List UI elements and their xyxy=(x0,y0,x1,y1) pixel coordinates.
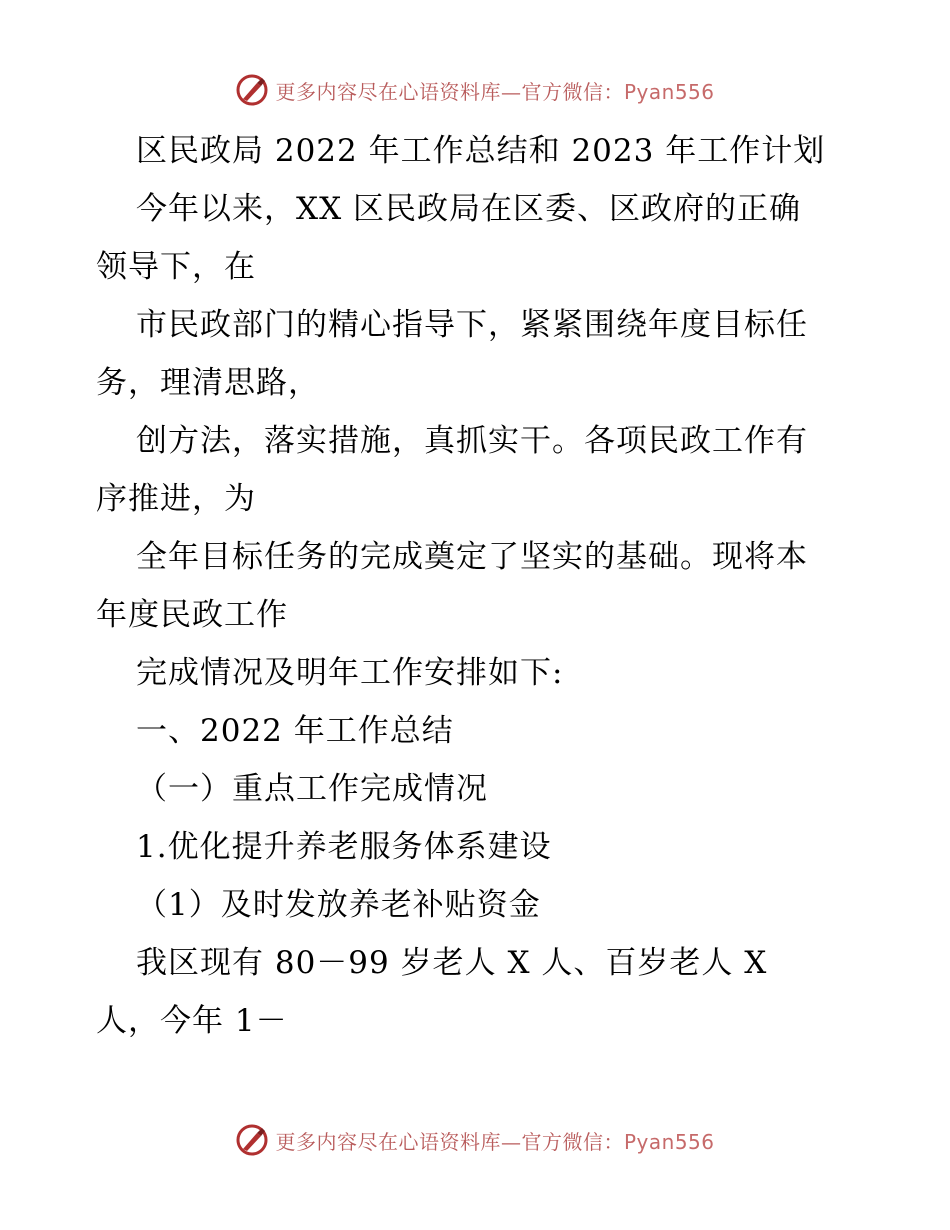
paragraph-line: 创方法，落实措施，真抓实干。各项民政工作有 xyxy=(136,423,808,459)
paragraph-line: 今年以来，XX 区民政局在区委、区政府的正确 xyxy=(136,191,801,227)
paragraph-line: 完成情况及明年工作安排如下: xyxy=(136,655,564,691)
footer-watermark-banner xyxy=(0,1120,950,1160)
doc-title: 区民政局 2022 年工作总结和 2023 年工作计划 xyxy=(136,133,826,169)
paragraph-line: 年度民政工作 xyxy=(96,597,288,633)
footer-wechat-id: Pyan556 xyxy=(623,1129,715,1154)
subsection-heading: （1）及时发放养老补贴资金 xyxy=(136,887,541,923)
paragraph-line: 我区现有 80－99 岁老人 X 人、百岁老人 X xyxy=(136,945,768,981)
header-wechat-id: Pyan556 xyxy=(623,79,715,104)
paragraph-line: 序推进，为 xyxy=(96,481,256,517)
paragraph-line: 人，今年 1－ xyxy=(96,1003,288,1039)
subsection-heading: （一）重点工作完成情况 xyxy=(136,771,488,807)
footer-banner-text: 更多内容尽在心语资料库—官方微信：Pyan556 xyxy=(275,1129,715,1154)
paragraph-line: 领导下，在 xyxy=(96,249,256,285)
pen-circle-logo-icon xyxy=(235,73,269,107)
paragraph-line: 市民政部门的精心指导下，紧紧围绕年度目标任 xyxy=(136,307,808,343)
subsection-heading: 1.优化提升养老服务体系建设 xyxy=(136,829,552,865)
paragraph-line: 务，理清思路， xyxy=(96,365,320,401)
header-watermark-banner xyxy=(0,70,950,110)
pen-circle-logo-icon xyxy=(235,1123,269,1157)
header-banner-text: 更多内容尽在心语资料库—官方微信：Pyan556 xyxy=(275,79,715,104)
section-heading: 一、2022 年工作总结 xyxy=(136,713,454,749)
paragraph-line: 全年目标任务的完成奠定了坚实的基础。现将本 xyxy=(136,539,808,575)
document-body xyxy=(96,122,856,1050)
